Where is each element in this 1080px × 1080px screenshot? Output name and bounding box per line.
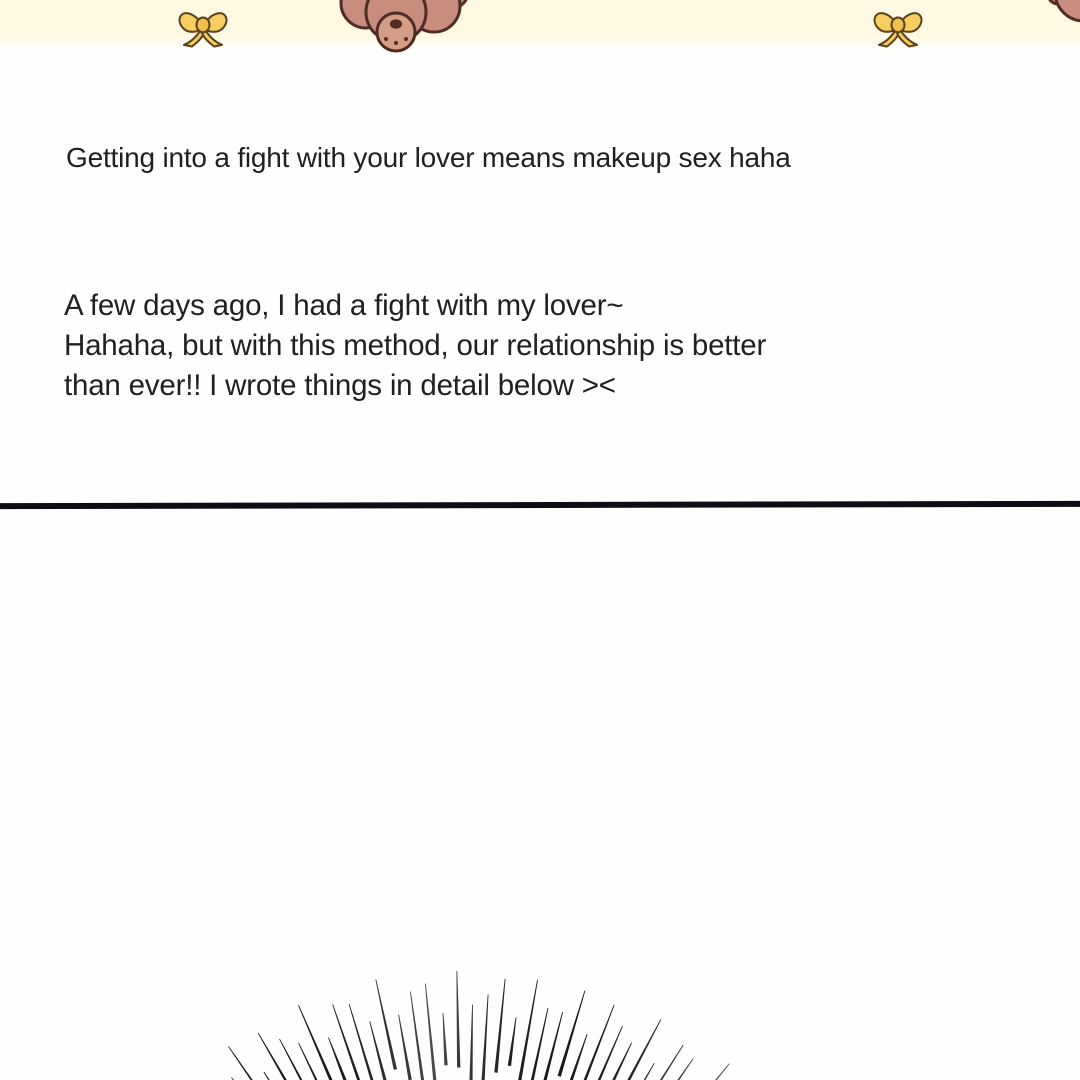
bear-paw-corner-icon	[1038, 0, 1080, 34]
ribbon-bow-icon	[872, 5, 924, 50]
paragraph-line: A few days ago, I had a fight with my lover~	[64, 289, 624, 322]
story-paragraph	[64, 286, 766, 406]
top-banner	[0, 0, 1080, 52]
bear-paw-icon	[330, 0, 470, 58]
paragraph-line: than ever!! I wrote things in detail below ><	[64, 369, 616, 402]
caption-text: Getting into a fight with your lover means makeup sex haha	[66, 142, 791, 173]
ribbon-bow-icon	[177, 5, 229, 50]
paragraph-line: Hahaha, but with this method, our relationship is better	[64, 329, 767, 362]
panel-divider	[0, 501, 1080, 509]
